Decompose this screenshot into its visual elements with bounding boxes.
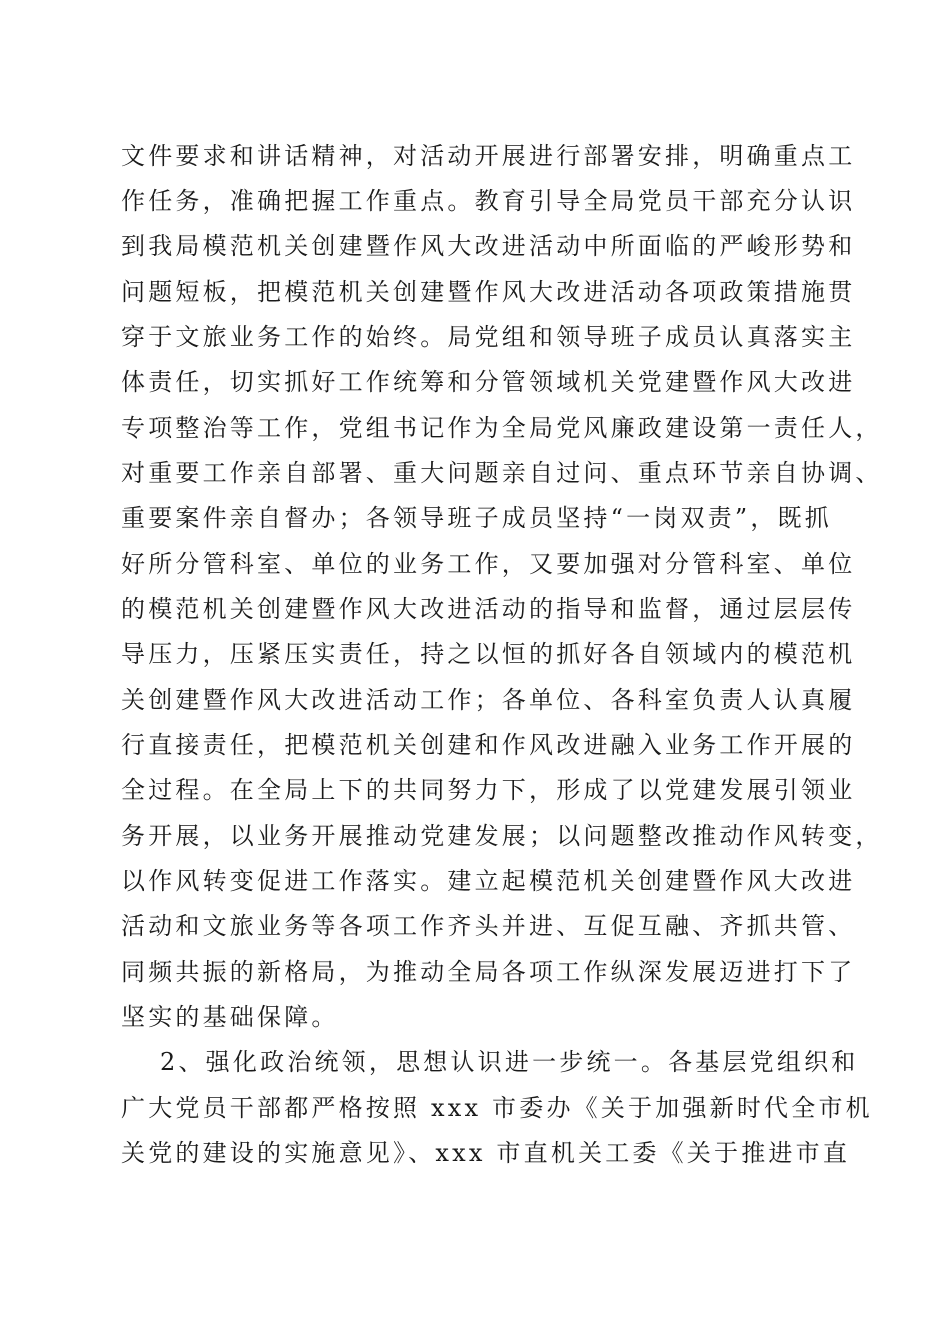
text-line: 作任务，准确把握工作重点。教育引导全局党员干部充分认识 <box>121 187 856 215</box>
text-line: 行直接责任，把模范机关创建和作风改进融入业务工作开展的 <box>121 731 856 759</box>
text-line: 体责任，切实抓好工作统筹和分管领域机关党建暨作风大改进 <box>121 368 856 396</box>
text-line: 问题短板，把模范机关创建暨作风大改进活动各项政策措施贯 <box>121 278 856 306</box>
text-line: 导压力，压紧压实责任，持之以恒的抓好各自领域内的模范机 <box>121 640 856 668</box>
text-line: 全过程。在全局上下的共同努力下，形成了以党建发展引领业 <box>121 776 856 804</box>
text-line: 务开展，以业务开展推动党建发展；以问题整改推动作风转变， <box>121 822 883 850</box>
text-line: 穿于文旅业务工作的始终。局党组和领导班子成员认真落实主 <box>121 323 856 351</box>
text-line: 专项整治等工作，党组书记作为全局党风廉政建设第一责任人， <box>121 414 883 442</box>
text-line: 重要案件亲自督办；各领导班子成员坚持“一岗双责”，既抓 <box>121 504 832 532</box>
paragraph-heading-line: 2、强化政治统领，思想认识进一步统一。各基层党组织和 <box>160 1048 859 1076</box>
text-line: 关党的建设的实施意见》、xxx 市直机关工委《关于推进市直 <box>121 1139 851 1167</box>
text-line: 同频共振的新格局，为推动全局各项工作纵深发展迈进打下了 <box>121 958 856 986</box>
text-line: 好所分管科室、单位的业务工作，又要加强对分管科室、单位 <box>121 550 856 578</box>
text-line: 的模范机关创建暨作风大改进活动的指导和监督，通过层层传 <box>121 595 856 623</box>
text-line: 广大党员干部都严格按照 xxx 市委办《关于加强新时代全市机 <box>121 1094 873 1122</box>
text-line: 以作风转变促进工作落实。建立起模范机关创建暨作风大改进 <box>121 867 856 895</box>
text-line: 对重要工作亲自部署、重大问题亲自过问、重点环节亲自协调、 <box>121 459 883 487</box>
text-line: 关创建暨作风大改进活动工作；各单位、各科室负责人认真履 <box>121 686 856 714</box>
text-line: 文件要求和讲话精神，对活动开展进行部署安排，明确重点工 <box>121 142 856 170</box>
text-line: 坚实的基础保障。 <box>121 1003 339 1031</box>
text-line: 活动和文旅业务等各项工作齐头并进、互促互融、齐抓共管、 <box>121 912 856 940</box>
text-line: 到我局模范机关创建暨作风大改进活动中所面临的严峻形势和 <box>121 232 856 260</box>
